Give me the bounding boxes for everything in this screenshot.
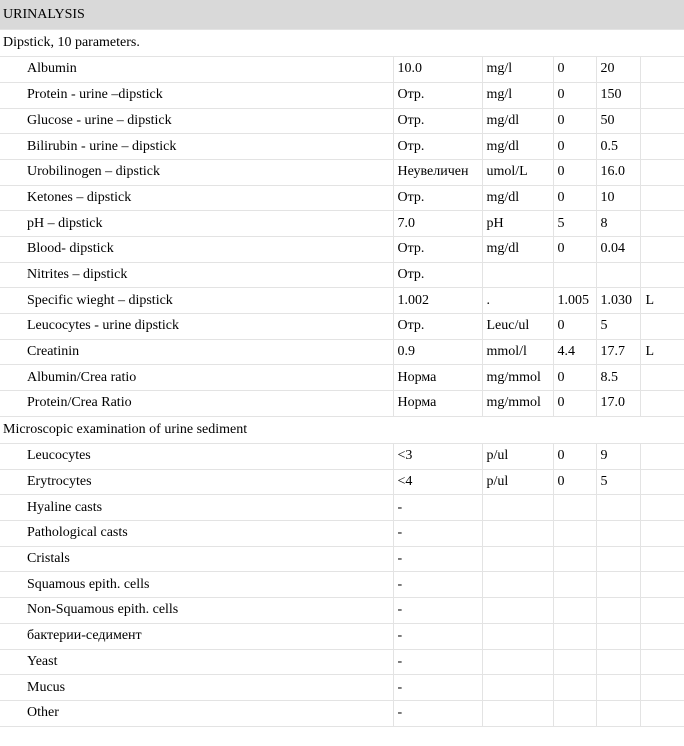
result-row xyxy=(0,521,684,547)
reference-max xyxy=(596,598,640,624)
test-unit: mg/dl xyxy=(482,108,553,134)
test-name: Glucose - urine – dipstick xyxy=(0,108,393,134)
test-name: Mucus xyxy=(0,675,393,701)
reference-max: 0.04 xyxy=(596,237,640,263)
result-row xyxy=(0,391,684,417)
abnormal-flag xyxy=(640,108,684,134)
test-unit xyxy=(482,521,553,547)
result-row xyxy=(0,649,684,675)
abnormal-flag xyxy=(640,675,684,701)
test-value: Отр. xyxy=(393,262,482,288)
reference-max xyxy=(596,623,640,649)
reference-max: 17.7 xyxy=(596,339,640,365)
results-section xyxy=(0,30,684,417)
test-name: Leucocytes - urine dipstick xyxy=(0,314,393,340)
test-unit: mg/dl xyxy=(482,237,553,263)
abnormal-flag xyxy=(640,391,684,417)
test-name: Yeast xyxy=(0,649,393,675)
test-unit xyxy=(482,546,553,572)
reference-max: 9 xyxy=(596,444,640,470)
reference-min: 0 xyxy=(553,237,596,263)
reference-max: 16.0 xyxy=(596,159,640,185)
test-value: - xyxy=(393,700,482,726)
abnormal-flag xyxy=(640,623,684,649)
reference-max xyxy=(596,521,640,547)
test-name: Urobilinogen – dipstick xyxy=(0,159,393,185)
abnormal-flag xyxy=(640,469,684,495)
abnormal-flag xyxy=(640,521,684,547)
reference-min: 0 xyxy=(553,469,596,495)
test-value: - xyxy=(393,546,482,572)
reference-min: 5 xyxy=(553,211,596,237)
reference-min xyxy=(553,262,596,288)
reference-max xyxy=(596,495,640,521)
result-row xyxy=(0,546,684,572)
reference-min xyxy=(553,700,596,726)
result-row xyxy=(0,108,684,134)
test-unit: mg/mmol xyxy=(482,391,553,417)
test-name: Creatinin xyxy=(0,339,393,365)
test-unit: mg/l xyxy=(482,82,553,108)
test-unit xyxy=(482,598,553,624)
reference-min xyxy=(553,675,596,701)
abnormal-flag xyxy=(640,495,684,521)
reference-max: 5 xyxy=(596,314,640,340)
reference-max: 17.0 xyxy=(596,391,640,417)
test-unit xyxy=(482,262,553,288)
test-name: Protein - urine –dipstick xyxy=(0,82,393,108)
reference-min xyxy=(553,572,596,598)
reference-min: 0 xyxy=(553,134,596,160)
abnormal-flag xyxy=(640,211,684,237)
test-unit xyxy=(482,649,553,675)
abnormal-flag xyxy=(640,649,684,675)
reference-max: 150 xyxy=(596,82,640,108)
test-value: - xyxy=(393,495,482,521)
result-row xyxy=(0,262,684,288)
test-unit: umol/L xyxy=(482,159,553,185)
test-name: Hyaline casts xyxy=(0,495,393,521)
reference-min: 0 xyxy=(553,314,596,340)
test-unit: mmol/l xyxy=(482,339,553,365)
reference-max: 5 xyxy=(596,469,640,495)
reference-min: 0 xyxy=(553,365,596,391)
result-row xyxy=(0,572,684,598)
result-row xyxy=(0,82,684,108)
reference-max xyxy=(596,546,640,572)
abnormal-flag xyxy=(640,546,684,572)
test-name: Nitrites – dipstick xyxy=(0,262,393,288)
test-value: - xyxy=(393,675,482,701)
result-row xyxy=(0,623,684,649)
results-table xyxy=(0,57,684,417)
test-unit: . xyxy=(482,288,553,314)
section-heading: Microscopic examination of urine sediment xyxy=(0,417,684,444)
test-name: Albumin/Crea ratio xyxy=(0,365,393,391)
result-row xyxy=(0,185,684,211)
test-value: 0.9 xyxy=(393,339,482,365)
abnormal-flag xyxy=(640,237,684,263)
reference-min: 0 xyxy=(553,391,596,417)
abnormal-flag xyxy=(640,57,684,83)
reference-min: 4.4 xyxy=(553,339,596,365)
reference-min xyxy=(553,521,596,547)
test-unit: p/ul xyxy=(482,444,553,470)
test-name: Erytrocytes xyxy=(0,469,393,495)
test-unit xyxy=(482,623,553,649)
reference-max: 10 xyxy=(596,185,640,211)
test-value: Отр. xyxy=(393,108,482,134)
test-name: Non-Squamous epith. cells xyxy=(0,598,393,624)
test-unit xyxy=(482,495,553,521)
test-value: Отр. xyxy=(393,237,482,263)
results-section xyxy=(0,417,684,727)
result-row xyxy=(0,675,684,701)
test-name: Ketones – dipstick xyxy=(0,185,393,211)
test-unit xyxy=(482,700,553,726)
test-unit xyxy=(482,675,553,701)
result-row xyxy=(0,237,684,263)
test-unit xyxy=(482,572,553,598)
reference-max: 50 xyxy=(596,108,640,134)
reference-min xyxy=(553,495,596,521)
results-table xyxy=(0,444,684,727)
result-row xyxy=(0,57,684,83)
test-value: - xyxy=(393,572,482,598)
test-value: Неувеличен xyxy=(393,159,482,185)
abnormal-flag xyxy=(640,82,684,108)
reference-min: 0 xyxy=(553,82,596,108)
result-row xyxy=(0,159,684,185)
result-row xyxy=(0,700,684,726)
test-value: <3 xyxy=(393,444,482,470)
test-value: Норма xyxy=(393,391,482,417)
reference-min xyxy=(553,598,596,624)
test-name: Bilirubin - urine – dipstick xyxy=(0,134,393,160)
test-unit: Leuc/ul xyxy=(482,314,553,340)
test-unit: pH xyxy=(482,211,553,237)
test-name: Pathological casts xyxy=(0,521,393,547)
test-value: Норма xyxy=(393,365,482,391)
reference-max: 0.5 xyxy=(596,134,640,160)
test-value: 1.002 xyxy=(393,288,482,314)
reference-min: 0 xyxy=(553,185,596,211)
abnormal-flag xyxy=(640,598,684,624)
reference-min xyxy=(553,623,596,649)
reference-min xyxy=(553,546,596,572)
reference-max: 20 xyxy=(596,57,640,83)
result-row xyxy=(0,598,684,624)
test-value: 10.0 xyxy=(393,57,482,83)
test-value: - xyxy=(393,598,482,624)
abnormal-flag xyxy=(640,365,684,391)
reference-min: 0 xyxy=(553,108,596,134)
reference-max xyxy=(596,675,640,701)
reference-min: 1.005 xyxy=(553,288,596,314)
test-value: Отр. xyxy=(393,185,482,211)
reference-max xyxy=(596,700,640,726)
abnormal-flag xyxy=(640,700,684,726)
abnormal-flag xyxy=(640,572,684,598)
abnormal-flag: L xyxy=(640,288,684,314)
test-value: 7.0 xyxy=(393,211,482,237)
result-row xyxy=(0,495,684,521)
test-value: - xyxy=(393,623,482,649)
result-row xyxy=(0,314,684,340)
reference-max xyxy=(596,572,640,598)
reference-min: 0 xyxy=(553,444,596,470)
test-value: Отр. xyxy=(393,314,482,340)
reference-min: 0 xyxy=(553,159,596,185)
test-value: - xyxy=(393,521,482,547)
result-row xyxy=(0,365,684,391)
abnormal-flag xyxy=(640,159,684,185)
reference-max xyxy=(596,262,640,288)
abnormal-flag xyxy=(640,134,684,160)
report-sections xyxy=(0,30,684,727)
test-unit: mg/dl xyxy=(482,185,553,211)
result-row xyxy=(0,288,684,314)
abnormal-flag xyxy=(640,314,684,340)
test-value: <4 xyxy=(393,469,482,495)
result-row xyxy=(0,444,684,470)
test-unit: mg/dl xyxy=(482,134,553,160)
test-name: Leucocytes xyxy=(0,444,393,470)
abnormal-flag: L xyxy=(640,339,684,365)
test-name: Albumin xyxy=(0,57,393,83)
test-name: Specific wieght – dipstick xyxy=(0,288,393,314)
test-name: Protein/Crea Ratio xyxy=(0,391,393,417)
result-row xyxy=(0,211,684,237)
test-unit: mg/l xyxy=(482,57,553,83)
test-unit: p/ul xyxy=(482,469,553,495)
test-name: pH – dipstick xyxy=(0,211,393,237)
test-name: Squamous epith. cells xyxy=(0,572,393,598)
test-name: Cristals xyxy=(0,546,393,572)
test-value: Отр. xyxy=(393,134,482,160)
result-row xyxy=(0,469,684,495)
abnormal-flag xyxy=(640,444,684,470)
section-heading: Dipstick, 10 parameters. xyxy=(0,30,684,57)
result-row xyxy=(0,339,684,365)
report-title: URINALYSIS xyxy=(0,0,684,30)
test-unit: mg/mmol xyxy=(482,365,553,391)
test-name: бактерии-седимент xyxy=(0,623,393,649)
reference-min xyxy=(553,649,596,675)
test-name: Other xyxy=(0,700,393,726)
test-value: - xyxy=(393,649,482,675)
reference-max: 1.030 xyxy=(596,288,640,314)
reference-max: 8.5 xyxy=(596,365,640,391)
test-value: Отр. xyxy=(393,82,482,108)
reference-min: 0 xyxy=(553,57,596,83)
reference-max: 8 xyxy=(596,211,640,237)
reference-max xyxy=(596,649,640,675)
result-row xyxy=(0,134,684,160)
test-name: Blood- dipstick xyxy=(0,237,393,263)
abnormal-flag xyxy=(640,185,684,211)
abnormal-flag xyxy=(640,262,684,288)
